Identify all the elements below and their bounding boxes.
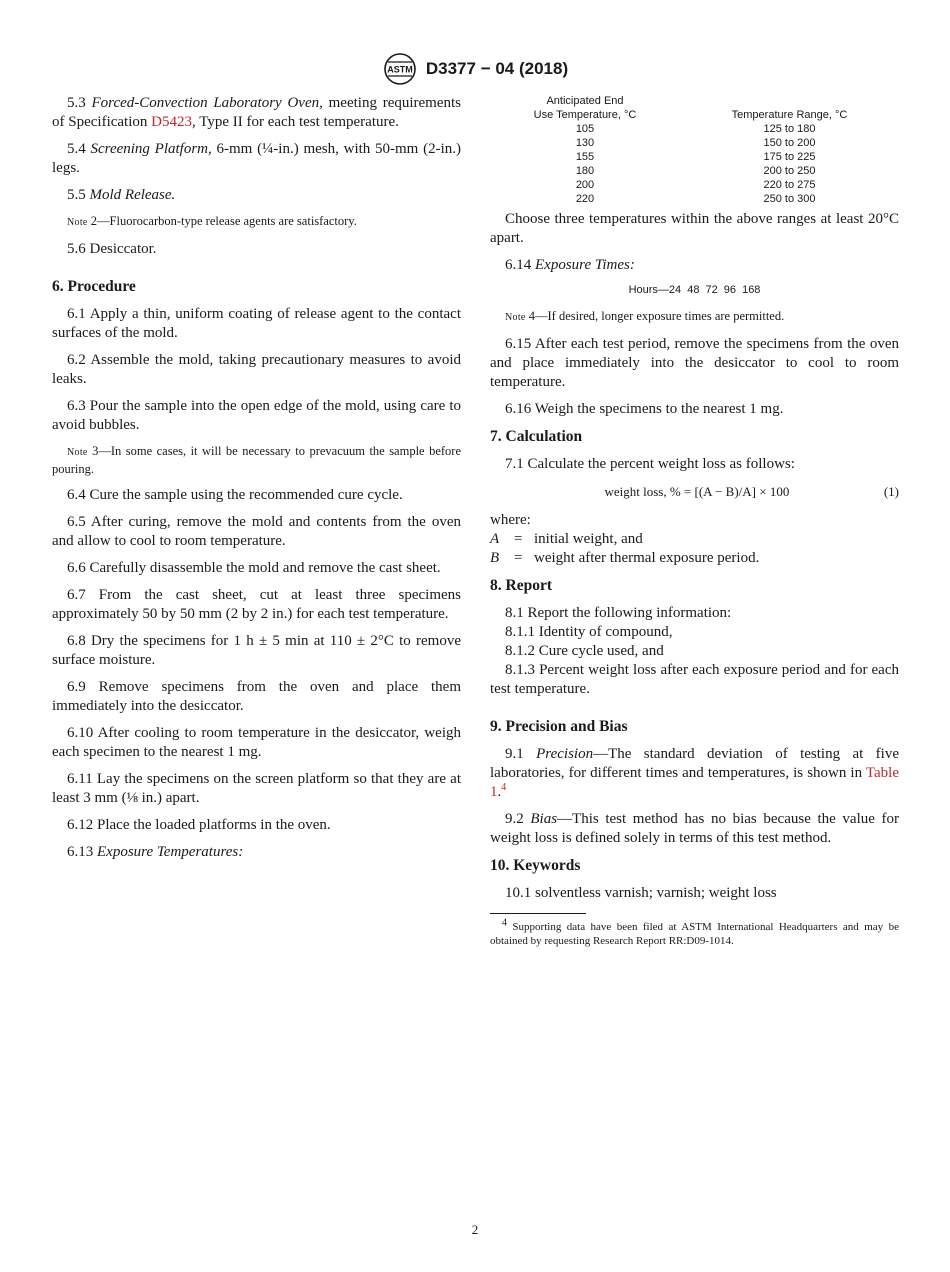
para-6-11: 6.11 Lay the specimens on the screen platform so that they are at least 3 mm (⅛ in.) apart. (52, 771, 461, 806)
page-header (0, 52, 950, 86)
para-6-12: 6.12 Place the loaded platforms in the oven. (67, 817, 331, 833)
footnote-rule (490, 913, 586, 914)
para-8-1: 8.1 Report the following information: (505, 605, 732, 621)
para-5-6: 5.6 Desiccator. (67, 241, 157, 257)
note-3: Note 3—In some cases, it will be necessary to prevacuum the sample before pouring. (52, 444, 461, 476)
para-6-9: 6.9 Remove specimens from the oven and place them immediately into the desiccator. (52, 679, 461, 714)
note-2: Note 2—Fluorocarbon-type release agents are satisfactory. (67, 214, 357, 228)
table-header-row (490, 94, 899, 122)
para-6-15: 6.15 After each test period, remove the specimens from the oven and place immediately into the desiccator to cool to room temperature. (490, 336, 899, 390)
table-row: 200 220 to 275 (575, 179, 816, 191)
para-5-5: 5.5 Mold Release. (67, 187, 176, 203)
para-6-7: 6.7 From the cast sheet, cut at least three specimens approximately 50 by 50 mm (2 by 2 in.) for each test temperature. (52, 587, 461, 622)
document-id: D3377 − 04 (2018) (425, 59, 569, 78)
definition-a: A = initial weight, and (490, 531, 643, 547)
section-6-heading: 6. Procedure (52, 278, 136, 295)
para-6-8: 6.8 Dry the specimens for 1 h ± 5 min at 110 ± 2°C to remove surface moisture. (52, 633, 461, 668)
table-header-range: Temperature Range, °C (731, 109, 848, 121)
logo-text: ASTM (387, 64, 413, 75)
astm-logo-icon (382, 52, 418, 86)
table-row: 130 150 to 200 (575, 137, 816, 149)
para-6-16: 6.16 Weigh the specimens to the nearest 1 mg. (505, 401, 784, 417)
para-6-13: 6.13 Exposure Temperatures: (67, 844, 244, 860)
right-column (490, 94, 899, 948)
equation-number: (1) (883, 484, 899, 499)
table-row: 180 200 to 250 (575, 165, 816, 177)
para-6-4: 6.4 Cure the sample using the recommended cure cycle. (67, 487, 403, 503)
table-row: 220 250 to 300 (575, 193, 816, 205)
para-6-6: 6.6 Carefully disassemble the mold and remove the cast sheet. (67, 560, 441, 576)
table-header-use-temp: Anticipated End Use Temperature, °C (533, 95, 637, 121)
para-6-2: 6.2 Assemble the mold, taking precautionary measures to avoid leaks. (52, 352, 461, 387)
para-9-1: 9.1 Precision—The standard deviation of testing at five laboratories, for different times and temperatures, is shown in Table 1.$^4$ (490, 746, 900, 800)
para-6-3: 6.3 Pour the sample into the open edge of the mold, using care to avoid bubbles. (52, 398, 461, 433)
equation-text: weight loss, % = [(A − B)/A] × 100 (604, 484, 790, 499)
para-5-4: 5.4 Screening Platform, 6-mm (¼-in.) mesh, with 50-mm (2-in.) legs. (52, 141, 461, 176)
para-choose-temps: Choose three temperatures within the above ranges at least 20°C apart. (490, 211, 899, 246)
para-10-1: 10.1 solventless varnish; varnish; weight loss (505, 885, 777, 901)
left-column (52, 94, 461, 870)
table-row: 105 125 to 180 (575, 123, 816, 135)
note-4: Note 4—If desired, longer exposure times are permitted. (505, 309, 785, 323)
para-6-5: 6.5 After curing, remove the mold and contents from the oven and allow to cool to room temperature. (52, 514, 461, 549)
link-table-1[interactable]: Table 1 (490, 765, 899, 800)
equation-1 (490, 482, 899, 501)
para-6-14: 6.14 Exposure Times: (505, 257, 635, 273)
section-10-heading: 10. Keywords (490, 857, 581, 874)
section-7-heading: 7. Calculation (490, 428, 583, 445)
para-6-1: 6.1 Apply a thin, uniform coating of release agent to the contact surfaces of the mold. (52, 306, 461, 341)
footnote-4: $^4$ Supporting data have been filed at ASTM International Headquarters and may be obtained by requesting Research Report RR:D09-1014. (490, 917, 899, 947)
exposure-hours: Hours—24 48 72 96 168 (628, 284, 761, 296)
where-label: where: (490, 512, 531, 528)
para-8-1-2: 8.1.2 Cure cycle used, and (505, 643, 664, 659)
link-d5423[interactable]: D5423 (151, 114, 192, 130)
page-number: 2 (471, 1222, 479, 1237)
definition-b: B = weight after thermal exposure period. (490, 550, 760, 566)
para-7-1: 7.1 Calculate the percent weight loss as follows: (505, 456, 795, 472)
para-5-3: 5.3 Forced-Convection Laboratory Oven, meeting requirements of Specification D5423, Type II for each test temperature. (52, 95, 462, 130)
table-row: 155 175 to 225 (575, 151, 816, 163)
section-9-heading: 9. Precision and Bias (490, 718, 628, 735)
section-8-heading: 8. Report (490, 577, 552, 594)
para-9-2: 9.2 Bias—This test method has no bias because the value for weight loss is defined solely in terms of this test method. (490, 811, 900, 846)
temperature-table (490, 94, 899, 206)
para-8-1-1: 8.1.1 Identity of compound, (505, 624, 673, 640)
para-8-1-3: 8.1.3 Percent weight loss after each exposure period and for each test temperature. (490, 662, 899, 697)
para-6-10: 6.10 After cooling to room temperature in the desiccator, weigh each specimen to the nearest 1 mg. (52, 725, 461, 760)
